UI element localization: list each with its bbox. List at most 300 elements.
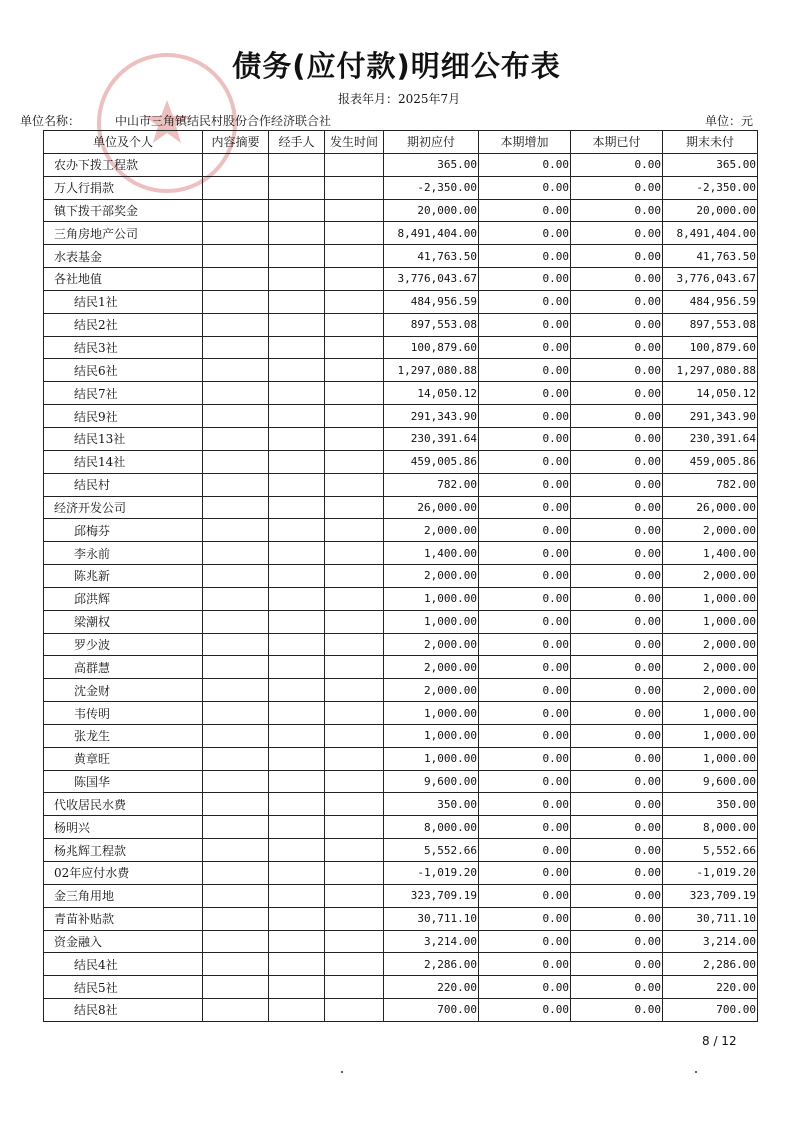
opening-payable: 1,000.00 [384, 747, 479, 770]
handler-cell [269, 610, 325, 633]
period-paid: 0.00 [571, 222, 663, 245]
table-row [44, 519, 758, 542]
payee-name: 邱梅芬 [44, 519, 203, 542]
period-increase: 0.00 [479, 519, 571, 542]
date-cell [325, 770, 384, 793]
summary-cell [203, 610, 269, 633]
period-increase: 0.00 [479, 953, 571, 976]
opening-payable: 2,286.00 [384, 953, 479, 976]
handler-cell [269, 679, 325, 702]
period-paid: 0.00 [571, 587, 663, 610]
handler-cell [269, 930, 325, 953]
opening-payable: 8,000.00 [384, 816, 479, 839]
period-paid: 0.00 [571, 747, 663, 770]
period-paid: 0.00 [571, 656, 663, 679]
opening-payable: 2,000.00 [384, 633, 479, 656]
opening-payable: 1,000.00 [384, 610, 479, 633]
closing-unpaid: 350.00 [663, 793, 758, 816]
closing-unpaid: 8,491,404.00 [663, 222, 758, 245]
opening-payable: 2,000.00 [384, 679, 479, 702]
table-row [44, 565, 758, 588]
opening-payable: -1,019.20 [384, 862, 479, 885]
column-header: 经手人 [269, 131, 325, 154]
table-row [44, 793, 758, 816]
handler-cell [269, 268, 325, 291]
date-cell [325, 382, 384, 405]
table-row [44, 336, 758, 359]
payee-name: 各社地值 [44, 268, 203, 291]
period-paid: 0.00 [571, 999, 663, 1022]
table-row [44, 268, 758, 291]
opening-payable: 41,763.50 [384, 245, 479, 268]
closing-unpaid: 2,000.00 [663, 633, 758, 656]
date-cell [325, 976, 384, 999]
table-row [44, 724, 758, 747]
handler-cell [269, 199, 325, 222]
opening-payable: 1,000.00 [384, 702, 479, 725]
closing-unpaid: 323,709.19 [663, 884, 758, 907]
period-paid: 0.00 [571, 473, 663, 496]
payee-name: 杨明兴 [44, 816, 203, 839]
column-header: 发生时间 [325, 131, 384, 154]
table-row [44, 199, 758, 222]
closing-unpaid: 26,000.00 [663, 496, 758, 519]
opening-payable: 8,491,404.00 [384, 222, 479, 245]
period-paid: 0.00 [571, 953, 663, 976]
period-increase: 0.00 [479, 245, 571, 268]
payee-name: 陈兆新 [44, 565, 203, 588]
date-cell [325, 473, 384, 496]
closing-unpaid: 3,214.00 [663, 930, 758, 953]
summary-cell [203, 336, 269, 359]
date-cell [325, 336, 384, 359]
payee-name: 李永前 [44, 542, 203, 565]
period-increase: 0.00 [479, 565, 571, 588]
date-cell [325, 999, 384, 1022]
opening-payable: 291,343.90 [384, 405, 479, 428]
closing-unpaid: 1,000.00 [663, 747, 758, 770]
period-paid: 0.00 [571, 770, 663, 793]
table-row [44, 679, 758, 702]
date-cell [325, 565, 384, 588]
period-increase: 0.00 [479, 862, 571, 885]
period-paid: 0.00 [571, 290, 663, 313]
payee-name: 结民13社 [44, 427, 203, 450]
summary-cell [203, 382, 269, 405]
handler-cell [269, 245, 325, 268]
table-body [44, 153, 758, 1021]
date-cell [325, 313, 384, 336]
date-cell [325, 199, 384, 222]
opening-payable: 2,000.00 [384, 656, 479, 679]
closing-unpaid: 14,050.12 [663, 382, 758, 405]
summary-cell [203, 747, 269, 770]
table-row [44, 656, 758, 679]
period-paid: 0.00 [571, 336, 663, 359]
date-cell [325, 405, 384, 428]
closing-unpaid: -2,350.00 [663, 176, 758, 199]
column-header: 本期增加 [479, 131, 571, 154]
table-row [44, 953, 758, 976]
period-paid: 0.00 [571, 153, 663, 176]
table-row [44, 450, 758, 473]
table-row [44, 245, 758, 268]
handler-cell [269, 336, 325, 359]
table-row [44, 884, 758, 907]
closing-unpaid: 459,005.86 [663, 450, 758, 473]
summary-cell [203, 770, 269, 793]
handler-cell [269, 793, 325, 816]
summary-cell [203, 496, 269, 519]
period-increase: 0.00 [479, 999, 571, 1022]
opening-payable: 30,711.10 [384, 907, 479, 930]
summary-cell [203, 862, 269, 885]
column-header: 内容摘要 [203, 131, 269, 154]
period-paid: 0.00 [571, 702, 663, 725]
period-increase: 0.00 [479, 450, 571, 473]
table-row [44, 496, 758, 519]
handler-cell [269, 565, 325, 588]
period-increase: 0.00 [479, 427, 571, 450]
handler-cell [269, 747, 325, 770]
opening-payable: 350.00 [384, 793, 479, 816]
period-increase: 0.00 [479, 176, 571, 199]
handler-cell [269, 382, 325, 405]
summary-cell [203, 290, 269, 313]
column-header: 期末未付 [663, 131, 758, 154]
closing-unpaid: 5,552.66 [663, 839, 758, 862]
closing-unpaid: 1,000.00 [663, 610, 758, 633]
closing-unpaid: 1,000.00 [663, 702, 758, 725]
summary-cell [203, 816, 269, 839]
summary-cell [203, 953, 269, 976]
opening-payable: 1,000.00 [384, 587, 479, 610]
closing-unpaid: 2,000.00 [663, 565, 758, 588]
period-paid: 0.00 [571, 496, 663, 519]
date-cell [325, 656, 384, 679]
handler-cell [269, 222, 325, 245]
date-cell [325, 679, 384, 702]
table-row [44, 176, 758, 199]
closing-unpaid: 8,000.00 [663, 816, 758, 839]
period-increase: 0.00 [479, 793, 571, 816]
page-number: 8 / 12 [702, 1034, 737, 1048]
closing-unpaid: 365.00 [663, 153, 758, 176]
handler-cell [269, 427, 325, 450]
handler-cell [269, 884, 325, 907]
date-cell [325, 176, 384, 199]
closing-unpaid: 700.00 [663, 999, 758, 1022]
handler-cell [269, 473, 325, 496]
summary-cell [203, 519, 269, 542]
summary-cell [203, 153, 269, 176]
scan-speck [695, 1071, 697, 1073]
handler-cell [269, 359, 325, 382]
closing-unpaid: 230,391.64 [663, 427, 758, 450]
period-paid: 0.00 [571, 313, 663, 336]
payee-name: 沈金财 [44, 679, 203, 702]
handler-cell [269, 907, 325, 930]
closing-unpaid: 100,879.60 [663, 336, 758, 359]
opening-payable: 14,050.12 [384, 382, 479, 405]
opening-payable: 365.00 [384, 153, 479, 176]
closing-unpaid: 484,956.59 [663, 290, 758, 313]
scan-speck [341, 1071, 343, 1073]
opening-payable: 20,000.00 [384, 199, 479, 222]
handler-cell [269, 976, 325, 999]
period-increase: 0.00 [479, 816, 571, 839]
date-cell [325, 450, 384, 473]
payee-name: 三角房地产公司 [44, 222, 203, 245]
date-cell [325, 496, 384, 519]
summary-cell [203, 473, 269, 496]
summary-cell [203, 359, 269, 382]
payee-name: 高群慧 [44, 656, 203, 679]
period-paid: 0.00 [571, 930, 663, 953]
period-increase: 0.00 [479, 473, 571, 496]
payee-name: 经济开发公司 [44, 496, 203, 519]
handler-cell [269, 496, 325, 519]
period-increase: 0.00 [479, 907, 571, 930]
summary-cell [203, 405, 269, 428]
opening-payable: 220.00 [384, 976, 479, 999]
period-increase: 0.00 [479, 153, 571, 176]
org-label: 单位名称： [20, 114, 81, 128]
table-row [44, 473, 758, 496]
opening-payable: 782.00 [384, 473, 479, 496]
date-cell [325, 930, 384, 953]
opening-payable: 2,000.00 [384, 519, 479, 542]
table-row [44, 313, 758, 336]
closing-unpaid: 30,711.10 [663, 907, 758, 930]
period-increase: 0.00 [479, 679, 571, 702]
closing-unpaid: 9,600.00 [663, 770, 758, 793]
summary-cell [203, 565, 269, 588]
table-row [44, 976, 758, 999]
table-row [44, 907, 758, 930]
payee-name: 结民3社 [44, 336, 203, 359]
period-paid: 0.00 [571, 519, 663, 542]
column-header: 本期已付 [571, 131, 663, 154]
period-paid: 0.00 [571, 405, 663, 428]
table-row [44, 770, 758, 793]
date-cell [325, 153, 384, 176]
payee-name: 农办下拨工程款 [44, 153, 203, 176]
handler-cell [269, 519, 325, 542]
closing-unpaid: 1,000.00 [663, 587, 758, 610]
period-increase: 0.00 [479, 839, 571, 862]
period-increase: 0.00 [479, 290, 571, 313]
payee-name: 梁潮权 [44, 610, 203, 633]
table-row [44, 153, 758, 176]
handler-cell [269, 542, 325, 565]
table-row [44, 359, 758, 382]
summary-cell [203, 679, 269, 702]
summary-cell [203, 427, 269, 450]
summary-cell [203, 268, 269, 291]
closing-unpaid: 897,553.08 [663, 313, 758, 336]
summary-cell [203, 450, 269, 473]
payee-name: 水表基金 [44, 245, 203, 268]
payables-table [43, 130, 758, 1022]
handler-cell [269, 153, 325, 176]
header-info-row [20, 112, 753, 128]
period-paid: 0.00 [571, 610, 663, 633]
summary-cell [203, 907, 269, 930]
date-cell [325, 862, 384, 885]
summary-cell [203, 976, 269, 999]
period-paid: 0.00 [571, 542, 663, 565]
date-cell [325, 290, 384, 313]
opening-payable: 100,879.60 [384, 336, 479, 359]
period-paid: 0.00 [571, 633, 663, 656]
payee-name: 黄章旺 [44, 747, 203, 770]
opening-payable: 5,552.66 [384, 839, 479, 862]
payee-name: 代收居民水费 [44, 793, 203, 816]
table-row [44, 702, 758, 725]
closing-unpaid: 3,776,043.67 [663, 268, 758, 291]
handler-cell [269, 702, 325, 725]
summary-cell [203, 930, 269, 953]
summary-cell [203, 656, 269, 679]
table-row [44, 382, 758, 405]
table-row [44, 816, 758, 839]
period-increase: 0.00 [479, 656, 571, 679]
period-increase: 0.00 [479, 405, 571, 428]
opening-payable: 700.00 [384, 999, 479, 1022]
currency-unit: 单位：元 [704, 114, 753, 128]
date-cell [325, 839, 384, 862]
summary-cell [203, 199, 269, 222]
opening-payable: 2,000.00 [384, 565, 479, 588]
date-cell [325, 519, 384, 542]
handler-cell [269, 313, 325, 336]
table-row [44, 930, 758, 953]
payee-name: 结民1社 [44, 290, 203, 313]
period-paid: 0.00 [571, 884, 663, 907]
table-row [44, 999, 758, 1022]
period-paid: 0.00 [571, 839, 663, 862]
period-increase: 0.00 [479, 359, 571, 382]
summary-cell [203, 884, 269, 907]
payee-name: 结民2社 [44, 313, 203, 336]
handler-cell [269, 862, 325, 885]
payee-name: 结民村 [44, 473, 203, 496]
date-cell [325, 702, 384, 725]
payee-name: 杨兆辉工程款 [44, 839, 203, 862]
payee-name: 结民6社 [44, 359, 203, 382]
period-paid: 0.00 [571, 907, 663, 930]
handler-cell [269, 290, 325, 313]
payee-name: 结民8社 [44, 999, 203, 1022]
period-paid: 0.00 [571, 199, 663, 222]
opening-payable: 897,553.08 [384, 313, 479, 336]
column-header: 单位及个人 [44, 131, 203, 154]
summary-cell [203, 222, 269, 245]
report-period: 报表年月：2025年7月 [338, 92, 461, 106]
period-increase: 0.00 [479, 382, 571, 405]
table-row [44, 610, 758, 633]
period-paid: 0.00 [571, 816, 663, 839]
date-cell [325, 222, 384, 245]
summary-cell [203, 793, 269, 816]
closing-unpaid: 41,763.50 [663, 245, 758, 268]
date-cell [325, 747, 384, 770]
date-cell [325, 610, 384, 633]
summary-cell [203, 542, 269, 565]
payee-name: 邱洪辉 [44, 587, 203, 610]
period-increase: 0.00 [479, 633, 571, 656]
summary-cell [203, 176, 269, 199]
period-paid: 0.00 [571, 862, 663, 885]
date-cell [325, 245, 384, 268]
payee-name: 结民14社 [44, 450, 203, 473]
period-paid: 0.00 [571, 245, 663, 268]
period-paid: 0.00 [571, 427, 663, 450]
table-row [44, 587, 758, 610]
closing-unpaid: 1,297,080.88 [663, 359, 758, 382]
closing-unpaid: 2,286.00 [663, 953, 758, 976]
table-row [44, 862, 758, 885]
handler-cell [269, 405, 325, 428]
summary-cell [203, 587, 269, 610]
column-header: 期初应付 [384, 131, 479, 154]
table-header-row [44, 131, 758, 154]
period-increase: 0.00 [479, 930, 571, 953]
period-increase: 0.00 [479, 336, 571, 359]
closing-unpaid: 1,400.00 [663, 542, 758, 565]
payee-name: 资金融入 [44, 930, 203, 953]
payee-name: 镇下拨干部奖金 [44, 199, 203, 222]
payee-name: 韦传明 [44, 702, 203, 725]
opening-payable: 1,297,080.88 [384, 359, 479, 382]
date-cell [325, 884, 384, 907]
table-row [44, 839, 758, 862]
payee-name: 结民4社 [44, 953, 203, 976]
opening-payable: 230,391.64 [384, 427, 479, 450]
period-paid: 0.00 [571, 382, 663, 405]
period-increase: 0.00 [479, 268, 571, 291]
payee-name: 万人行捐款 [44, 176, 203, 199]
date-cell [325, 953, 384, 976]
period-increase: 0.00 [479, 702, 571, 725]
period-increase: 0.00 [479, 747, 571, 770]
handler-cell [269, 587, 325, 610]
summary-cell [203, 313, 269, 336]
date-cell [325, 724, 384, 747]
closing-unpaid: 291,343.90 [663, 405, 758, 428]
date-cell [325, 633, 384, 656]
table-row [44, 427, 758, 450]
opening-payable: 323,709.19 [384, 884, 479, 907]
payee-name: 结民9社 [44, 405, 203, 428]
period-increase: 0.00 [479, 222, 571, 245]
period-paid: 0.00 [571, 565, 663, 588]
period-increase: 0.00 [479, 770, 571, 793]
period-paid: 0.00 [571, 724, 663, 747]
opening-payable: 459,005.86 [384, 450, 479, 473]
period-paid: 0.00 [571, 679, 663, 702]
table-row [44, 222, 758, 245]
date-cell [325, 427, 384, 450]
table-row [44, 542, 758, 565]
period-paid: 0.00 [571, 359, 663, 382]
opening-payable: 1,000.00 [384, 724, 479, 747]
handler-cell [269, 450, 325, 473]
date-cell [325, 816, 384, 839]
period-increase: 0.00 [479, 884, 571, 907]
period-increase: 0.00 [479, 976, 571, 999]
